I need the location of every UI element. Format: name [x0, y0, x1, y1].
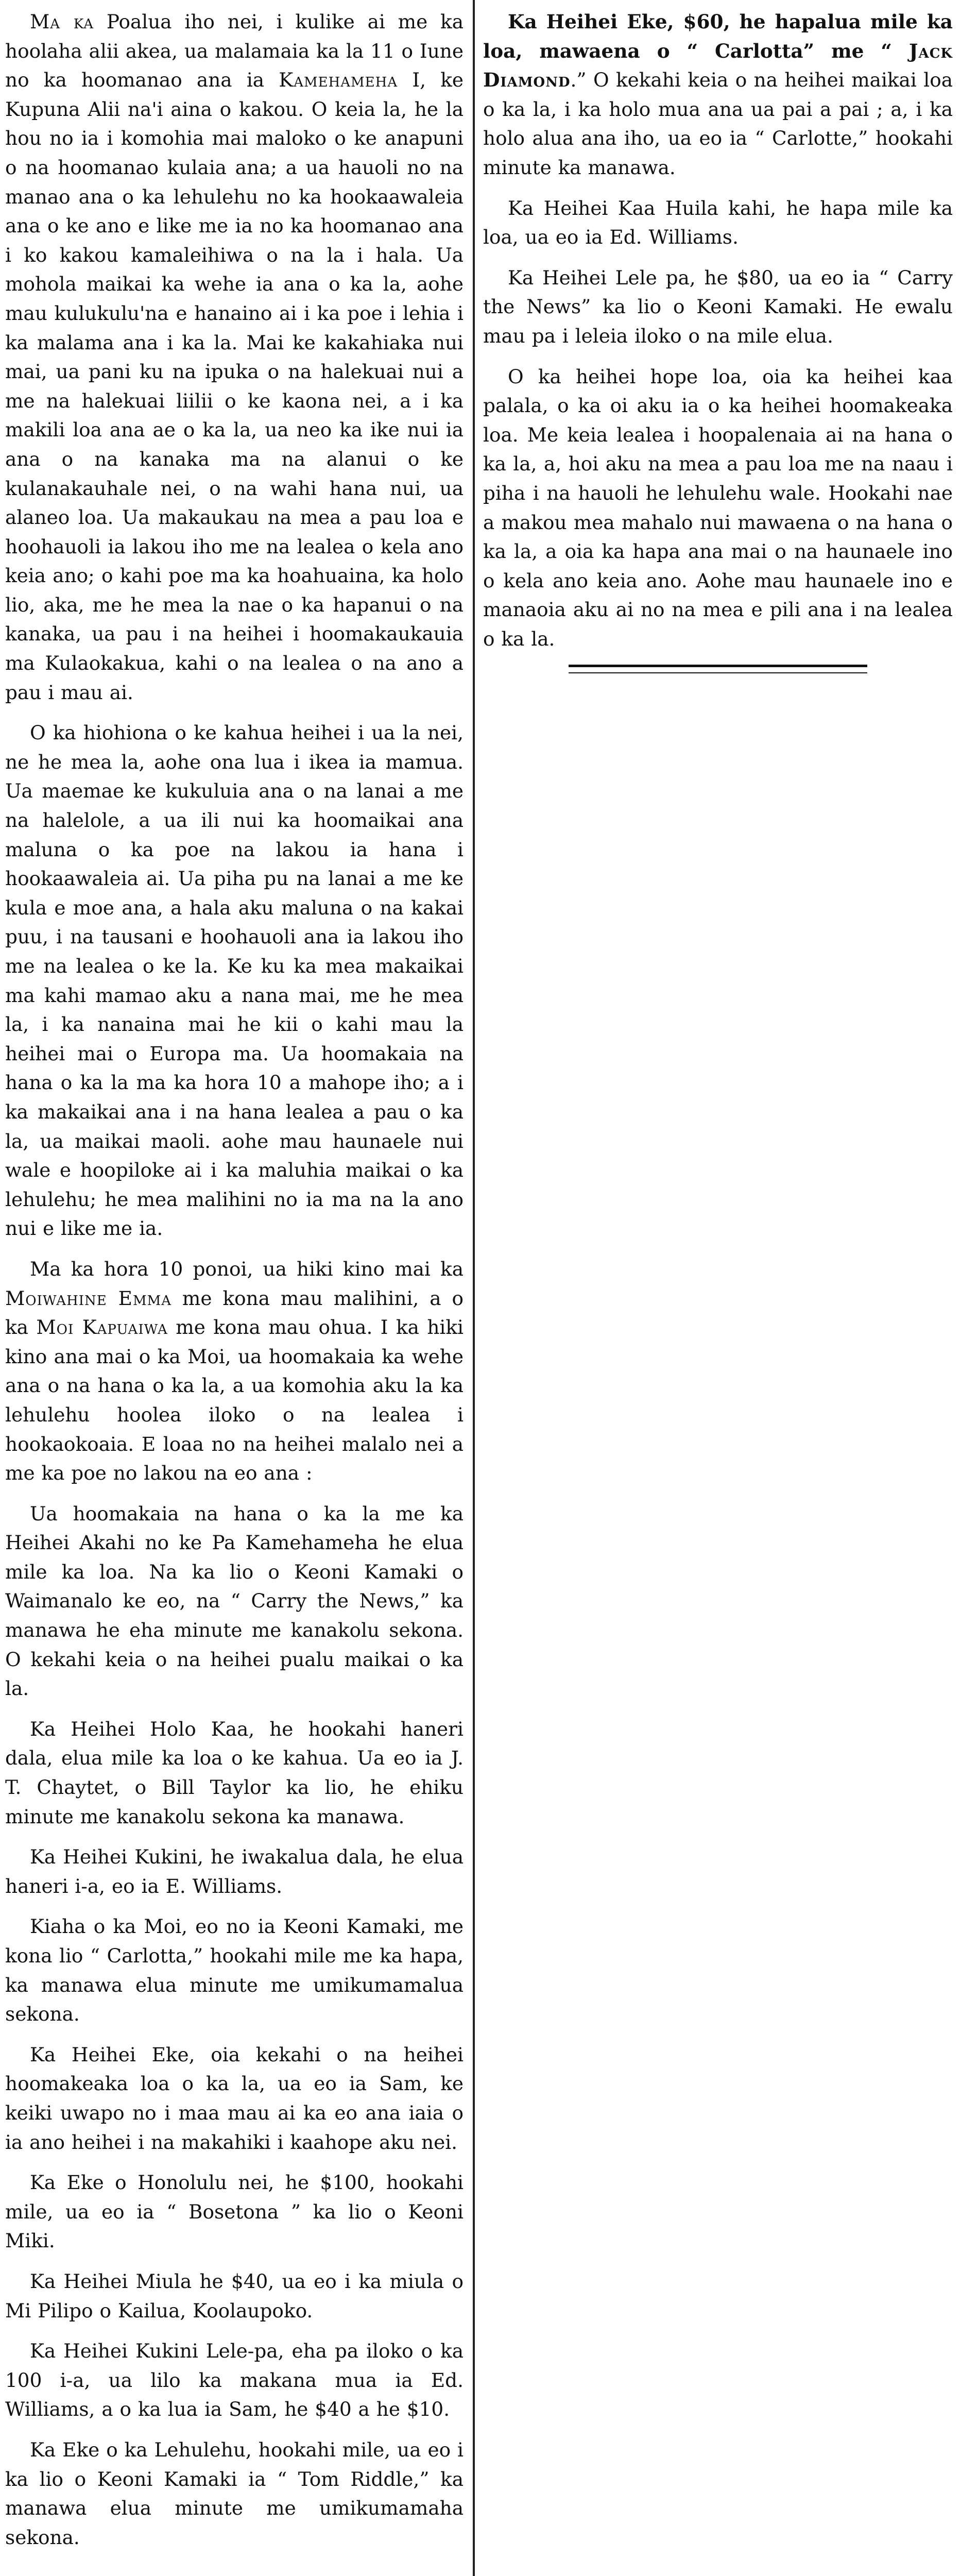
paragraph-text-run: Ka Heihei Kukini Lele-pa, eha pa iloko o ka 100 i-a, ua lilo ka makana mua ia Ed. Williams, a o ka lua ia Sam, he $40 a he $10. [5, 2340, 464, 2421]
paragraph-text-run: Jack Diamond [483, 39, 953, 92]
article-paragraph [5, 1842, 464, 1901]
right-column [483, 7, 953, 673]
paragraph-text-run: Ka Heihei Eke, $60, he hapalua mile ka loa, mawaena o “ Carlotta” me “ [483, 10, 953, 62]
left-column [5, 7, 464, 2563]
paragraph-text-run: Ma ka [30, 10, 94, 33]
article-paragraph [5, 718, 464, 1243]
paragraph-text-run: Ka Heihei Miula he $40, ua eo i ka miula o Mi Pilipo o Kailua, Koolaupoko. [5, 2269, 464, 2322]
paragraph-text-run: Ka Heihei Kaa Huila kahi, he hapa mile ka loa, ua eo ia Ed. Williams. [483, 196, 953, 249]
paragraph-text-run: me kona mau malihini, a o ka [5, 1286, 464, 1339]
article-paragraph [483, 362, 953, 654]
paragraph-text-run: Ka Heihei Kukini, he iwakalua dala, he elua haneri i-a, eo ia E. Williams. [5, 1845, 464, 1897]
article-paragraph [5, 1255, 464, 1488]
paragraph-text-run: I, ke Kupuna Alii na'i aina o kakou. O keia la, he la hou no ia i komohia mai maloko o ke anapuni o na hoomanao kulaia ana; a ua hauoli no na manao ana o ka lehulehu no ka hookaawaleia ana o ke ano e like me ia no ka hoomanao ana i ko kakou kamaleihiwa o na la i hala. Ua mohola maikai ka wehe ia ana o ka la, aohe mau kulukulu'na e hanaino ai i ka poe i lehia i ka malama ana i ka la. Mai ke kakahiaka nui mai, ua pani ku na ipuka o na halekuai nui a me na halekuai liilii o ke kaona nei, a i ka makili loa ana ae o ka la, ua neo ka ike nui ia ana o na kanaka ma na alanui o ke kulanakauhale nei, o na wahi hana nui, ua alaneo loa. Ua makaukau na mea a pau loa e hoohauoli ia lakou iho me na lealea o kela ano keia ano; o kahi poe ma ka hoahuaina, ka holo lio, aka, me he mea la nae o ka hapanui o na kanaka, ua pau i na heihei i hoomakaukauia ma Kulaokakua, kahi o na lealea o na ano a pau i mau ai. [5, 69, 464, 704]
column-divider [473, 0, 475, 2576]
article-paragraph [5, 2267, 464, 2325]
paragraph-text-run: Moiwahine Emma [5, 1286, 171, 1310]
article-paragraph [5, 1912, 464, 2028]
paragraph-text-run: O ka heihei hope loa, oia ka heihei kaa palala, o ka oi aku ia o ka heihei hoomakeaka loa. Me keia lealea i hoopalenaia ai na hana o ka la, a, hoi aku na mea a pau loa me na naau i piha i na hauoli he lehulehu wale. Hookahi nae a makou mea mahalo nui mawaena o na hana o ka la, a oia ka hapa ana mai o na haunaele ino o kela ano keia ano. Aohe mau haunaele ino e manaoia aku ai no na mea e pili ana i na lealea o ka la. [483, 365, 953, 650]
paragraph-text-run: .” O kekahi keia o na heihei maikai loa o ka la, i ka holo mua ana ua pai a pai ; a, i ka holo alua ana iho, ua eo ia “ Carlotte,” hookahi minute ka manawa. [483, 69, 953, 179]
paragraph-text-run: Ua hoomakaia na hana o ka la me ka Heihei Akahi no ke Pa Kamehameha he elua mile ka loa. Na ka lio o Keoni Kamaki o Waimanalo ke eo, na “ Carry the News,” ka manawa he eha minute me kanakolu sekona. O kekahi keia o na heihei pualu maikai o ka la. [5, 1502, 464, 1700]
paragraph-text-run: Kamehameha [279, 69, 398, 92]
article-paragraph [5, 1715, 464, 1831]
article-paragraph [483, 7, 953, 182]
article-paragraph [5, 2040, 464, 2157]
paragraph-text-run: Kiaha o ka Moi, eo no ia Keoni Kamaki, me kona lio “ Carlotta,” hookahi mile me ka hapa, ka manawa elua minute me umikumamalua sekona. [5, 1915, 464, 2026]
article-paragraph [5, 2336, 464, 2424]
article-paragraph [483, 194, 953, 252]
article-paragraph [5, 2435, 464, 2552]
article-paragraph [5, 1499, 464, 1703]
article-paragraph [483, 263, 953, 351]
paragraph-text-run: Ka Heihei Lele pa, he $80, ua eo ia “ Carry the News” ka lio o Keoni Kamaki. He ewalu mau pa i leleia iloko o na mile elua. [483, 266, 953, 347]
paragraph-text-run: Ka Eke o Honolulu nei, he $100, hookahi mile, ua eo ia “ Bosetona ” ka lio o Keoni Miki. [5, 2171, 464, 2252]
paragraph-text-run: Ma ka hora 10 ponoi, ua hiki kino mai ka [30, 1257, 464, 1280]
paragraph-text-run: me kona mau ohua. I ka hiki kino ana mai o ka Moi, ua hoomakaia ka wehe ana o na hana o ka la, a ua komohia aku la ka lehulehu hoolea iloko o na lealea i hookaokoaia. E loaa no na heihei malalo nei a me ka poe no lakou na eo ana : [5, 1316, 464, 1485]
paragraph-text-run: Poalua iho nei, i kulike ai me ka hoolaha alii akea, ua malamaia ka la 11 o Iune no ka hoomanao ana ia [5, 10, 464, 92]
article-paragraph [5, 2168, 464, 2256]
paragraph-text-run: Ka Heihei Eke, oia kekahi o na heihei hoomakeaka loa o ka la, ua eo ia Sam, ke keiki uwapo no i maa mau ai ka eo ana iaia o ia ano heihei i na makahiki i kaahope aku nei. [5, 2043, 464, 2154]
paragraph-text-run: Moi Kapuaiwa [36, 1316, 168, 1339]
article-paragraph [5, 7, 464, 707]
paragraph-text-run: O ka hiohiona o ke kahua heihei i ua la nei, ne he mea la, aohe ona lua i ikea ia mamua. Ua maemae ke kukuluia ana o na lanai a me na halelole, a ua ili nui ka hoomaikai ana maluna o ka poe na lakou ia hana i hookaawaleia ai. Ua piha pu na lanai a me ke kula e moe ana, a hala aku maluna o na kakai puu, i na tausani e hoohauoli ana ia lakou iho me na lealea o ke la. Ke ku ka mea makaikai ma kahi mamao aku a nana mai, me he mea la, i ka nanaina mai he kii o kahi mau la heihei mai o Europa ma. Ua hoomakaia na hana o ka la ma ka hora 10 a mahope iho; a i ka makaikai ana i na hana lealea a pau o ka la, ua maikai maoli. aohe mau haunaele nui wale e hoopiloke ai i ka maluhia maikai o ka lehulehu; he mea malihini no ia ma na la ano nui e like me ia. [5, 721, 464, 1240]
article-end-rule [569, 665, 867, 673]
paragraph-text-run: Ka Eke o ka Lehulehu, hookahi mile, ua eo i ka lio o Keoni Kamaki ia “ Tom Riddle,” ka manawa elua minute me umikumamaha sekona. [5, 2438, 464, 2549]
paragraph-text-run: Ka Heihei Holo Kaa, he hookahi haneri dala, elua mile ka loa o ke kahua. Ua eo ia J. T. Chaytet, o Bill Taylor ka lio, he ehiku minute me kanakolu sekona ka manawa. [5, 1717, 464, 1828]
